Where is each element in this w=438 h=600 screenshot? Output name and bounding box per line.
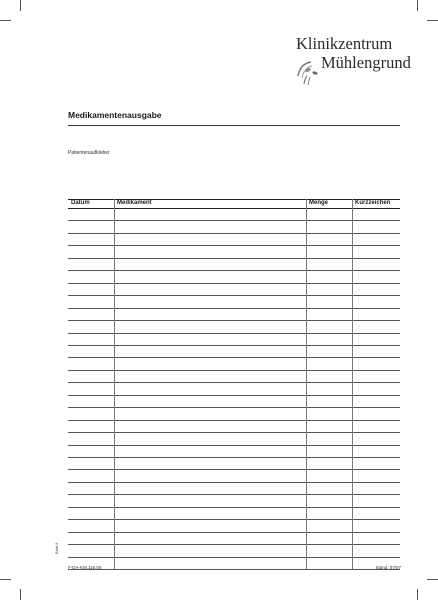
table-row xyxy=(68,482,400,483)
table-row xyxy=(68,308,400,309)
medication-table xyxy=(68,199,400,569)
table-row xyxy=(68,295,400,296)
logo-line2: Mühlengrund xyxy=(321,53,411,72)
table-row xyxy=(68,233,400,234)
table-row xyxy=(68,432,400,433)
form-title: Medikamentenausgabe xyxy=(68,110,162,120)
column-divider xyxy=(114,199,115,569)
table-row xyxy=(68,270,400,271)
header-rule xyxy=(68,208,400,209)
crop-mark xyxy=(427,20,438,21)
side-code: Blatt 9 xyxy=(54,542,59,554)
table-row xyxy=(68,357,400,358)
table-row xyxy=(68,407,400,408)
form-date: Stand: 07/07 xyxy=(375,565,401,570)
table-row xyxy=(68,370,400,371)
column-header-menge: Menge xyxy=(309,200,329,206)
table-row xyxy=(68,445,400,446)
crop-mark xyxy=(427,579,438,580)
table-row xyxy=(68,507,400,508)
title-rule xyxy=(68,125,400,126)
column-header-datum: Datum xyxy=(71,200,90,206)
crop-mark xyxy=(0,579,11,580)
column-header-kurzzeichen: Kurzzeichen xyxy=(355,200,391,206)
column-header-medikament: Medikament xyxy=(117,200,152,206)
table-row xyxy=(68,220,400,221)
crop-mark xyxy=(20,589,21,600)
table-row xyxy=(68,420,400,421)
table-row xyxy=(68,457,400,458)
table-row xyxy=(68,283,400,284)
table-row xyxy=(68,469,400,470)
column-divider xyxy=(352,199,353,569)
table-row xyxy=(68,557,400,558)
table-row xyxy=(68,245,400,246)
table-row xyxy=(68,544,400,545)
table-row xyxy=(68,519,400,520)
table-row xyxy=(68,532,400,533)
crop-mark xyxy=(20,0,21,11)
table-row xyxy=(68,569,400,570)
crop-mark xyxy=(0,20,11,21)
table-row xyxy=(68,494,400,495)
logo-line1: Klinikzentrum xyxy=(296,34,393,53)
table-row xyxy=(68,382,400,383)
table-row xyxy=(68,258,400,259)
table-row xyxy=(68,345,400,346)
crop-mark xyxy=(417,0,418,11)
table-header xyxy=(68,199,400,208)
patient-sticker-label: Patientenaufkleber xyxy=(68,150,110,156)
crop-mark xyxy=(417,589,418,600)
table-top-rule xyxy=(68,199,400,200)
clinic-logo xyxy=(286,34,416,100)
table-row xyxy=(68,395,400,396)
table-row xyxy=(68,320,400,321)
table-row xyxy=(68,333,400,334)
form-code: F-DA-KM.116.00 xyxy=(68,565,102,570)
column-divider xyxy=(306,199,307,569)
